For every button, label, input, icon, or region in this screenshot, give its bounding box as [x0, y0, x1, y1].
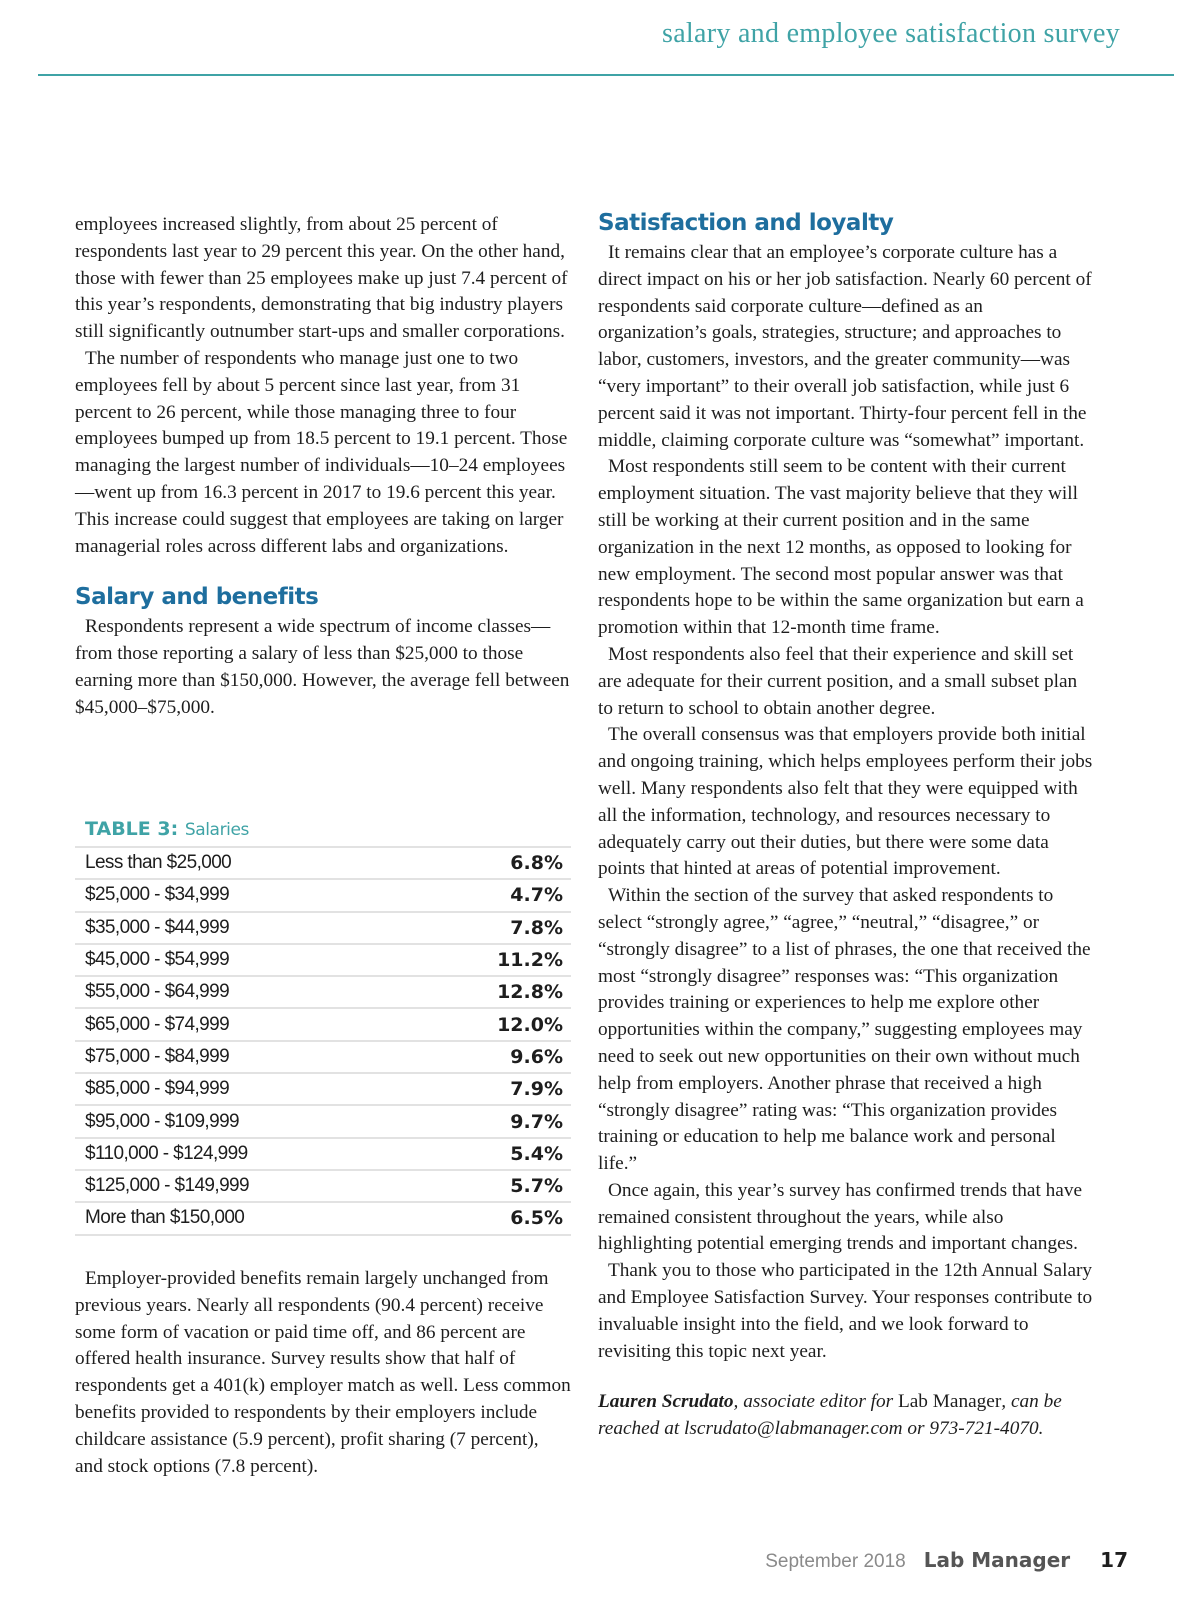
salary-range-percent: 6.8%	[510, 852, 563, 875]
table-row	[75, 1007, 571, 1039]
body-paragraph: Most respondents also feel that their experience and skill set are adequate for their current position, and a small subset plan to return to school to obtain another degree.	[598, 643, 1078, 719]
table-row	[75, 975, 571, 1007]
table-bottom-rule	[75, 1234, 571, 1236]
table-rows	[75, 846, 571, 1234]
salary-range-percent: 7.8%	[510, 916, 563, 939]
salary-range-percent: 9.6%	[510, 1045, 563, 1068]
byline-name: Lauren Scrudato	[598, 1391, 734, 1413]
salary-range-label: More than $150,000	[85, 1207, 245, 1229]
salary-range-label: Less than $25,000	[85, 852, 232, 874]
body-paragraph: It remains clear that an employee’s corporate culture has a direct impact on his or her job satisfaction. Nearly 60 percent of respondents said corporate culture—defined as an organization’s goals, strategies, structure; and approaches to labor, customers, investors, and the greater community—was “very important” to their overall job satisfaction, while just 6 percent said it was not important. Thirty-four percent fell in the middle, claiming corporate culture was “somewhat” important.	[598, 242, 1092, 451]
page-footer	[765, 1548, 1128, 1573]
salary-range-percent: 5.4%	[510, 1142, 563, 1165]
table-row	[75, 943, 571, 975]
left-column-continued	[75, 1266, 571, 1480]
salary-range-percent: 9.7%	[510, 1110, 563, 1133]
salary-range-label: $125,000 - $149,999	[85, 1175, 249, 1197]
salary-range-label: $35,000 - $44,999	[85, 916, 230, 938]
body-paragraph: employees increased slightly, from about 25 percent of respondents last year to 29 percent this year. On the other hand, those with fewer than 25 employees make up just 7.4 percent of this year’s respondents, demonstrating that big industry players still significantly outnumber start-ups and smaller corporations.	[75, 214, 568, 343]
footer-date: September 2018	[765, 1551, 906, 1572]
salary-range-label: $25,000 - $34,999	[85, 884, 230, 906]
table-row	[75, 878, 571, 910]
salary-range-label: $110,000 - $124,999	[85, 1142, 248, 1164]
table-row	[75, 911, 571, 943]
salary-range-label: $45,000 - $54,999	[85, 949, 230, 971]
byline-magazine: Lab Manager	[897, 1391, 1002, 1413]
salary-range-percent: 7.9%	[510, 1078, 563, 1101]
left-column	[75, 212, 571, 722]
footer-magazine-name: Lab Manager	[923, 1548, 1071, 1572]
table-row	[75, 1104, 571, 1136]
salary-range-percent: 12.0%	[497, 1013, 563, 1036]
table-caption-title: Salaries	[184, 820, 250, 840]
running-header-title: salary and employee satisfaction survey	[662, 18, 1120, 49]
body-paragraph: The overall consensus was that employers provide both initial and ongoing training, which helps employees perform their jobs well. Many respondents also felt that they were equipped with all the information, technology, and resources necessary to adequately carry out their duties, but there were some data points that hinted at areas of potential improvement.	[598, 724, 1093, 880]
table-row	[75, 1040, 571, 1072]
header-rule	[38, 74, 1174, 76]
salary-range-label: $55,000 - $64,999	[85, 981, 230, 1003]
section-heading-satisfaction: Satisfaction and loyalty	[598, 210, 894, 236]
body-paragraph: Most respondents still seem to be content with their current employment situation. The vast majority believe that they will still be working at their current position and in the same organization in the next 12 months, as opposed to looking for new employment. The second most popular answer was that respondents hope to be within the same organization but earn a promotion within that 12-month time frame.	[598, 456, 1084, 639]
body-paragraph: Employer-provided benefits remain largely unchanged from previous years. Nearly all respondents (90.4 percent) receive some form of vacation or paid time off, and 86 percent are offered health insurance. Survey results show that half of respondents get a 401(k) employer match as well. Less common benefits provided to respondents by their employers include childcare assistance (5.9 percent), profit sharing (7 percent), and stock options (7.8 percent).	[75, 1268, 571, 1477]
salary-range-percent: 6.5%	[510, 1207, 563, 1230]
salary-range-label: $75,000 - $84,999	[85, 1045, 230, 1067]
body-paragraph: The number of respondents who manage just one to two employees fell by about 5 percent since last year, from 31 percent to 26 percent, while those managing three to four employees bumped up from 18.5 percent to 19.1 percent. Those managing the largest number of individuals—10–24 employees—went up from 16.3 percent in 2017 to 19.6 percent this year. This increase could suggest that employees are taking on larger managerial roles across different labs and organizations.	[75, 347, 568, 557]
table-row	[75, 1072, 571, 1104]
author-byline	[598, 1389, 1094, 1443]
table-row	[75, 1169, 571, 1201]
byline-contact: , can be reached at lscrudato@labmanager.com or 973-721-4070.	[598, 1391, 1062, 1440]
right-column	[598, 208, 1094, 1443]
table-caption	[75, 818, 571, 846]
salary-range-label: $95,000 - $109,999	[85, 1110, 240, 1132]
salary-range-label: $65,000 - $74,999	[85, 1013, 230, 1035]
table-row	[75, 1201, 571, 1233]
table-row	[75, 1137, 571, 1169]
salary-range-percent: 12.8%	[497, 981, 563, 1004]
page-number: 17	[1100, 1548, 1128, 1572]
salary-range-percent: 4.7%	[510, 884, 563, 907]
table-row	[75, 846, 571, 878]
body-paragraph: Respondents represent a wide spectrum of income classes—from those reporting a salary of less than $25,000 to those earning more than $150,000. However, the average fell between $45,000–$75,000.	[75, 616, 570, 718]
salary-range-label: $85,000 - $94,999	[85, 1078, 230, 1100]
byline-role: , associate editor for	[733, 1391, 898, 1413]
salary-range-percent: 11.2%	[497, 949, 563, 972]
body-paragraph: Thank you to those who participated in the 12th Annual Salary and Employee Satisfaction Survey. Your responses contribute to invaluable insight into the field, and we look forward to revisiting this topic next year.	[598, 1260, 1093, 1362]
salary-range-percent: 5.7%	[510, 1175, 563, 1198]
salaries-table	[75, 818, 571, 1236]
body-paragraph: Once again, this year’s survey has confirmed trends that have remained consistent throughout the years, while also highlighting potential emerging trends and important changes.	[598, 1179, 1083, 1255]
body-paragraph: Within the section of the survey that asked respondents to select “strongly agree,” “agree,” “neutral,” “disagree,” or “strongly disagree” to a list of phrases, the one that received the most “strongly disagree” responses was: “This organization provides training or experiences to help me explore other opportunities within the company,” suggesting employees may need to seek out new opportunities on their own without much help from employers. Another phrase that received a high “strongly disagree” rating was: “This organization provides training or education to help me balance work and personal life.”	[598, 885, 1091, 1175]
table-caption-prefix: TABLE 3:	[85, 818, 179, 840]
section-heading-salary: Salary and benefits	[75, 584, 319, 611]
